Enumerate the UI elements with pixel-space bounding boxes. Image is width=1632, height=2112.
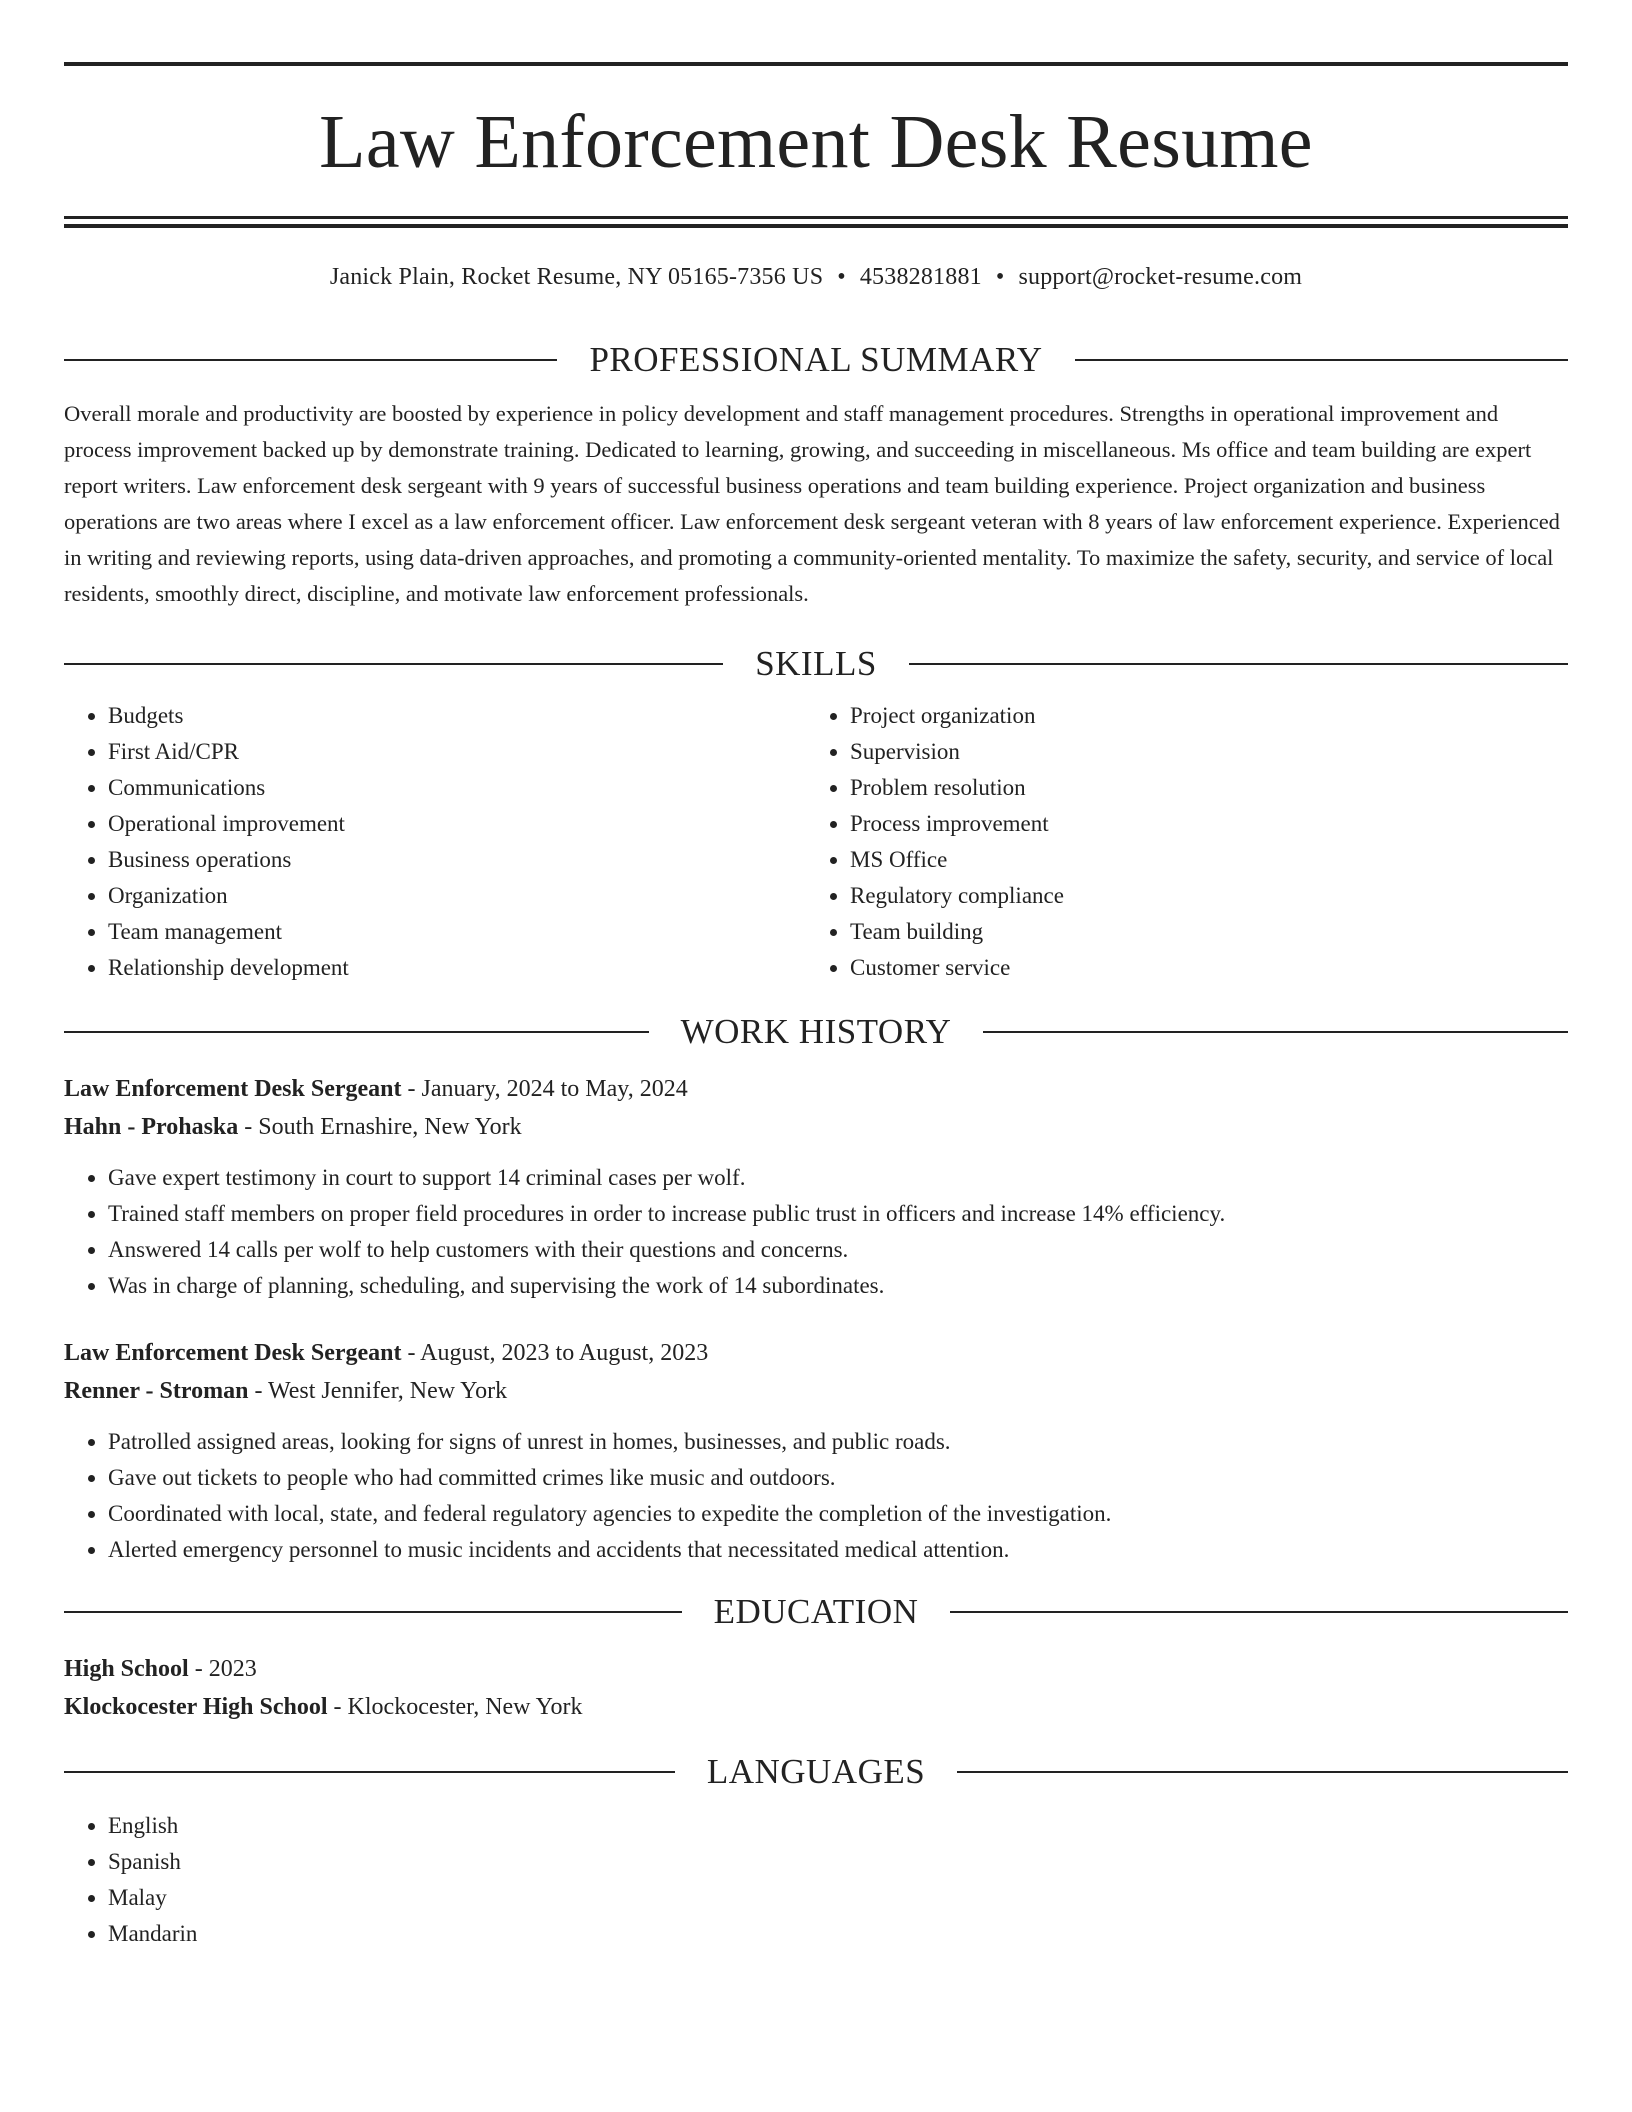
languages-heading-label: LANGUAGES [706,1752,926,1791]
skill-item: • Business operations [108,842,806,878]
work-heading-label: WORK HISTORY [680,1012,952,1051]
skill-item: • Team building [850,914,1548,950]
job-bullet: • Gave expert testimony in court to support 14 criminal cases per wolf. [108,1160,1568,1196]
contact-address: Janick Plain, Rocket Resume, NY 05165-7356 US [329,264,824,290]
languages-list [64,1808,1568,1952]
job-company: Hahn - Prohaska [64,1114,239,1140]
job-company-line [64,1372,1568,1410]
skill-item: • Supervision [850,734,1548,770]
job-dates: - January, 2024 to May, 2024 [401,1076,688,1102]
job-title: Law Enforcement Desk Sergeant [64,1340,402,1366]
job-bullets [64,1424,1568,1568]
top-rule [64,62,1568,66]
education-entry [64,1650,1568,1726]
skill-item: • Organization [108,878,806,914]
education-school: Klockocester High School [64,1694,328,1720]
skill-item: • Relationship development [108,950,806,986]
heading-rule-right [1075,359,1568,361]
skills-columns [64,698,1568,986]
job-bullet: • Alerted emergency personnel to music incidents and accidents that necessitated medical attention. [108,1532,1568,1568]
skill-item: • Project organization [850,698,1548,734]
job-bullet: • Was in charge of planning, scheduling, and supervising the work of 14 subordinates. [108,1268,1568,1304]
skill-item: • Team management [108,914,806,950]
skill-item: • Problem resolution [850,770,1548,806]
heading-rule-left [64,1031,649,1033]
job-entry [64,1334,1568,1568]
job-bullet: • Gave out tickets to people who had committed crimes like music and outdoors. [108,1460,1568,1496]
skill-item: • MS Office [850,842,1548,878]
job-bullet: • Answered 14 calls per wolf to help customers with their questions and concerns. [108,1232,1568,1268]
skills-heading-label: SKILLS [755,644,877,683]
language-item: • Spanish [108,1844,1568,1880]
skill-item: • Regulatory compliance [850,878,1548,914]
contact-separator: • [837,264,846,290]
skills-list-right [806,698,1548,986]
heading-rule-right [983,1031,1568,1033]
skills-list-left [64,698,806,986]
summary-heading [64,338,1568,382]
summary-text: Overall morale and productivity are boosted by experience in policy development and staff management procedures. Strengths in operational improvement and process improvement backed up by demonstrate training. Dedicated to learning, growing, and succeeding in miscellaneous. Ms office and team building are expert report writers. Law enforcement desk sergeant with 9 years of successful business operations and team building experience. Project organization and business operations are two areas where I excel as a law enforcement officer. Law enforcement desk sergeant veteran with 8 years of law enforcement experience. Experienced in writing and reviewing reports, using data-driven approaches, and promoting a community-oriented mentality. To maximize the safety, security, and service of local residents, smoothly direct, discipline, and motivate law enforcement professionals. [64,401,1560,606]
heading-rule-left [64,663,723,665]
contact-line [64,262,1568,292]
work-heading [64,1010,1568,1054]
resume-title: Law Enforcement Desk Resume [319,100,1313,184]
language-item: • Mandarin [108,1916,1568,1952]
job-bullet: • Patrolled assigned areas, looking for signs of unrest in homes, businesses, and public roads. [108,1424,1568,1460]
language-item: • English [108,1808,1568,1844]
skill-item: • Budgets [108,698,806,734]
education-heading-label: EDUCATION [713,1592,919,1631]
skills-column-right [806,698,1548,986]
job-dates: - August, 2023 to August, 2023 [401,1340,709,1366]
education-school-line [64,1688,1568,1726]
job-entry [64,1070,1568,1304]
job-bullet: • Trained staff members on proper field procedures in order to increase public trust in officers and increase 14% efficiency. [108,1196,1568,1232]
skill-item: • Communications [108,770,806,806]
job-bullet: • Coordinated with local, state, and federal regulatory agencies to expedite the completion of the investigation. [108,1496,1568,1532]
education-degree: High School [64,1656,189,1682]
job-location: - South Ernashire, New York [238,1114,522,1140]
skill-item: • Customer service [850,950,1548,986]
skill-item: • Process improvement [850,806,1548,842]
education-location: - Klockocester, New York [327,1694,583,1720]
title-double-rule [64,216,1568,228]
contact-email: support@rocket-resume.com [1018,264,1303,290]
contact-phone: 4538281881 [859,264,982,290]
education-heading [64,1590,1568,1634]
contact-separator: • [995,264,1005,290]
heading-rule-left [64,1611,682,1613]
job-title: Law Enforcement Desk Sergeant [64,1076,402,1102]
skills-column-left [64,698,806,986]
heading-rule-right [957,1771,1568,1773]
education-year: - 2023 [188,1656,257,1682]
job-company: Renner - Stroman [64,1378,249,1404]
heading-rule-left [64,359,557,361]
heading-rule-right [950,1611,1568,1613]
job-company-line [64,1108,1568,1146]
heading-rule-left [64,1771,675,1773]
language-item: • Malay [108,1880,1568,1916]
heading-rule-right [909,663,1568,665]
job-title-line [64,1334,1568,1372]
skills-heading [64,642,1568,686]
job-bullets [64,1160,1568,1304]
summary-heading-label: PROFESSIONAL SUMMARY [589,340,1043,379]
education-degree-line [64,1650,1568,1688]
skill-item: • First Aid/CPR [108,734,806,770]
job-title-line [64,1070,1568,1108]
job-location: - West Jennifer, New York [248,1378,508,1404]
skill-item: • Operational improvement [108,806,806,842]
languages-heading [64,1750,1568,1794]
languages-section [64,1808,1568,1952]
